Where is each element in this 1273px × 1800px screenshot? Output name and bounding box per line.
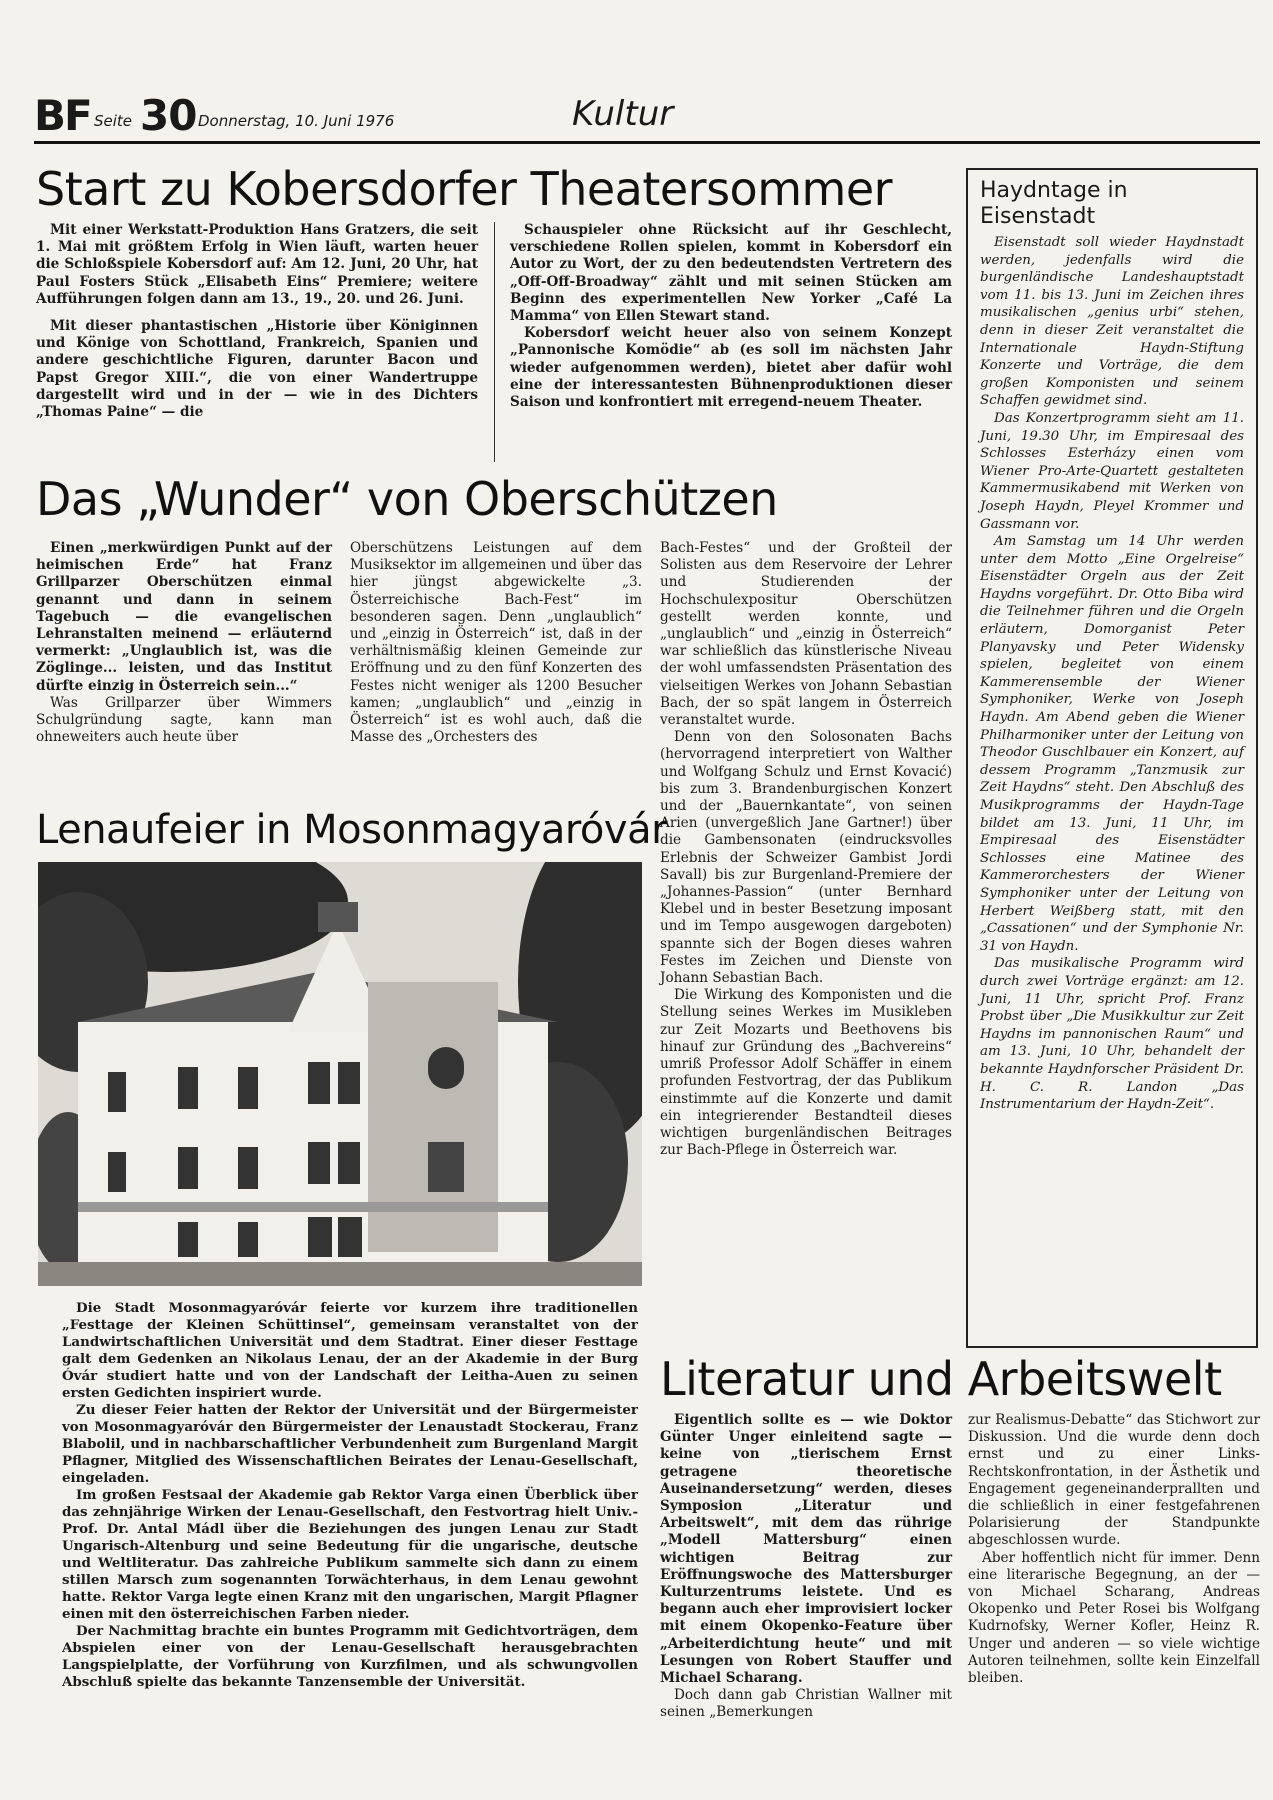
page-number: 30: [140, 91, 197, 140]
paragraph: Denn von den Solosonaten Bachs (hervorragend interpretiert von Walther und Wolfgang Schulz und Ernst Kovacić) bis zum 3. Brandenburgischen Konzert und der „Bauernkantate“, von seinen Arien (unvergeßlich Jane Gartner!) über die Gambensonaten (eindrucksvolles Erlebnis der Schweizer Gambist Jordi Savall) bis zur Burgenland-Premiere der „Johannes-Passion“ (unter Bernhard Klebel und in bester Besetzung imposant und im Tempo ausgewogen dargeboten) spannte sich der Bogen dieses wahren Festes im Zeichen und Dienste von Johann Sebastian Bach.: [660, 729, 952, 987]
column-divider: [494, 222, 495, 462]
literatur-headline: Literatur und Arbeitswelt: [660, 1352, 1222, 1406]
paragraph: Die Wirkung des Komponisten und die Stellung seines Werkes im Musikleben zur Zeit Mozarts und Beethovens bis hinauf zur Gründung des „Bachvereins“ umriß Professor Adolf Schäffer in einem profunden Festvortrag, der das Publikum einstimmte auf die Konzerte und damit ein integrierender Bestandteil dieses wichtigen burgenländischen Beitrages zur Bach-Pflege in Österreich war.: [660, 987, 952, 1159]
oberschuetzen-headline: Das „Wunder“ von Oberschützen: [36, 472, 778, 526]
paragraph: Oberschützens Leistungen auf dem Musiksektor im allgemeinen und über das hier jüngst abgewickelte „3. Österreichische Bach-Fest“ im besonderen sagen. Denn „unglaublich“ und „einzig in Österreich“ ist, daß in der verhältnismäßig kleinen Gemeinde zur Eröffnung und zu den fünf Konzerten des Festes nicht weniger als 1200 Besucher kamen; „unglaublich“ und „einzig in Österreich“ ist es wohl auch, daß die Masse des „Orchesters des: [350, 540, 642, 746]
paragraph: Das musikalische Programm wird durch zwei Vorträge ergänzt: am 12. Juni, 11 Uhr, spricht Prof. Franz Probst über „Die Musikkultur zur Zeit Haydns im pannonischen Raum“ und am 13. Juni, 10 Uhr, behandelt der bekannte Haydnforscher Präsident Dr. H. C. R. Landon „Das Instrumentarium der Haydn-Zeit“.: [980, 956, 1244, 1113]
building-photo-drawing: [38, 862, 642, 1286]
oberschuetzen-col3: [660, 540, 952, 1159]
theatersommer-headline: Start zu Kobersdorfer Theatersommer: [36, 162, 893, 216]
paragraph: Kobersdorf weicht heuer also von seinem Konzept „Pannonische Komödie“ ab (es soll im nächsten Jahr wieder aufgenommen werden), bietet aber dafür wohl eine der interessantesten Bühnenproduktionen dieser Saison und konfrontiert mit erregend-neuem Theater.: [510, 325, 952, 411]
issue-date: Donnerstag, 10. Juni 1976: [198, 112, 395, 130]
paragraph: Was Grillparzer über Wimmers Schulgründung sagte, kann man ohneweiters auch heute über: [36, 694, 332, 746]
paragraph: Schauspieler ohne Rücksicht auf ihr Geschlecht, verschiedene Rollen spielen, kommt in Kobersdorf ein Autor zu Wort, der zu den bedeutendsten Vertretern des „Off-Off-Broadway“ zählt und mit seinen Stücken am Beginn des experimentellen New Yorker „Café La Mamma“ von Ellen Stewart stand.: [510, 222, 952, 325]
oberschuetzen-col2: [350, 540, 642, 746]
paragraph: Doch dann gab Christian Wallner mit seinen „Bemerkungen: [660, 1687, 952, 1721]
page-label: Seite: [94, 112, 133, 130]
literatur-col1: [660, 1412, 952, 1722]
lenau-headline: Lenaufeier in Mosonmagyaróvár: [36, 807, 668, 853]
haydntage-box: [966, 168, 1258, 1348]
paragraph: Eigentlich sollte es — wie Doktor Günter Unger einleitend sagte — keine von „tierischem Ernst getragene theoretische Auseinandersetzung“ werden, dieses Symposion „Literatur und Arbeitswelt“, mit dem das rührige „Modell Mattersburg“ einen wichtigen Beitrag zur Eröffnungswoche des Mattersburger Kulturzentrums leistete. Und es begann auch eher improvisiert locker mit einem Okopenko-Feature über „Arbeiterdichtung heute“ und mit Lesungen von Robert Stauffer und Michael Scharang.: [660, 1412, 952, 1687]
oberschuetzen-col1: [36, 540, 332, 746]
literatur-col2: [968, 1412, 1260, 1687]
paragraph: zur Realismus-Debatte“ das Stichwort zur Diskussion. Und die wurde denn doch ernst und zu einer Links-Rechtskonfrontation, in der Ästhetik und Engagement gegeneinanderprallten und die schließlich in einer festgefahrenen Polarisierung der Standpunkte abgeschlossen wurde.: [968, 1412, 1260, 1549]
masthead-rule: [34, 141, 1260, 144]
newspaper-logo: BF: [34, 91, 91, 140]
paragraph: Der Nachmittag brachte ein buntes Programm mit Gedichtvorträgen, dem Abspielen einer von der Lenau-Gesellschaft herausgebrachten Langspielplatte, der Vorführung von Kurzfilmen, und als schwungvollen Abschluß spielte das bekannte Tanzensemble der Universität.: [62, 1623, 638, 1690]
haydntage-body: [980, 234, 1244, 1114]
lenau-body: [62, 1300, 638, 1691]
section-title: Kultur: [572, 94, 674, 134]
theatersommer-col2: [510, 222, 952, 411]
paragraph: Im großen Festsaal der Akademie gab Rektor Varga einen Überblick über das zehnjährige Wirken der Lenau-Gesellschaft, den Festvortrag hielt Univ.-Prof. Dr. Antal Mádl über die Beziehungen des jungen Lenau zur Stadt Ungarisch-Altenburg und seine Bedeutung für die ungarische, deutsche und Weltliteratur. Das zahlreiche Publikum sammelte sich dann zu einem stillen Marsch zum sogenannten Torwächterhaus, in dem Lenau gewohnt hatte. Rektor Varga legte einen Kranz mit den ungarischen, Margit Pflagner einen mit den österreichischen Farben nieder.: [62, 1487, 638, 1622]
haydntage-headline: Haydntage in Eisenstadt: [980, 178, 1128, 229]
paragraph: Das Konzertprogramm sieht am 11. Juni, 19.30 Uhr, im Empiresaal des Schlosses Esterházy einen vom Wiener Pro-Arte-Quartett gestalteten Kammermusikabend mit Werken von Joseph Haydn, Pleyel Krommer und Gassmann vor.: [980, 410, 1244, 532]
paragraph: Bach-Festes“ und der Großteil der Solisten aus dem Reservoire der Lehrer und Studierenden der Hochschulexpositur Oberschützen gestellt werden konnte, und „unglaublich“ und „einzig in Österreich“ war schließlich das künstlerische Niveau der wohl umfassendsten Präsentation des vielseitigen Werkes von Johann Sebastian Bach, der so spät langem in Österreich veranstaltet wurde.: [660, 540, 952, 729]
paragraph: Einen „merkwürdigen Punkt auf der heimischen Erde“ hat Franz Grillparzer Oberschützen einmal genannt und dann in seinem Tagebuch — die evangelischen Lehranstalten meinend — erläuternd vermerkt: „Unglaublich ist, was die Zöglinge... leisten, und das Institut dürfte einzig in Österreich sein...“: [36, 540, 332, 694]
masthead: [34, 92, 1260, 142]
paragraph: Eisenstadt soll wieder Haydnstadt werden, jedenfalls wird die burgenländische Landeshauptstadt vom 11. bis 13. Juni im Zeichen ihres musikalischen „genius urbi“ stehen, denn in dieser Zeit veranstaltet die Internationale Haydn-Stiftung Konzerte und Vorträge, die dem großen Komponisten und seinem Schaffen gewidmet sind.: [980, 235, 1244, 409]
theatersommer-col1: [36, 222, 478, 421]
paragraph: Zu dieser Feier hatten der Rektor der Universität und der Bürgermeister von Mosonmagyaróvár den Bürgermeister der Lenaustadt Stockerau, Franz Blabolil, und in nachbarschaftlicher Verbundenheit zum Burgenland Margit Pflagner, Mitglied des Wissenschaftlichen Beirates der Lenau-Gesellschaft, eingeladen.: [62, 1402, 638, 1486]
paragraph: Am Samstag um 14 Uhr werden unter dem Motto „Eine Orgelreise“ Eisenstädter Orgeln aus der Zeit Haydns vorgeführt. Dr. Otto Biba wird die Teilnehmer führen und die Orgeln erläutern, Domorganist Peter Planyavsky und Peter Widensky spielen, begleitet von einem Kammerensemble der Wiener Symphoniker, Werke von Joseph Haydn. Am Abend geben die Wiener Philharmoniker unter der Leitung von Theodor Guschlbauer ein Konzert, auf dessem Programm „Tanzmusik zur Zeit Haydns“ steht. Den Abschluß des Musikprogramms der Haydn-Tage bildet am 13. Juni, 11 Uhr, im Empiresaal des Eisenstädter Schlosses eine Matinee des Kammerorchesters der Wiener Symphoniker unter der Leitung von Herbert Weißberg statt, mit den „Cassationen“ und der Symphonie Nr. 31 von Haydn.: [980, 534, 1244, 954]
paragraph: Die Stadt Mosonmagyaróvár feierte vor kurzem ihre traditionellen „Festtage der Kleinen Schüttinsel“, gemeinsam veranstaltet von der Landwirtschaftlichen Universität und dem Stadtrat. Einer dieser Festtage galt dem Gedenken an Nikolaus Lenau, der an der Akademie in der Burg Óvár studiert hatte und von der Landschaft der Leitha-Auen zu seinen ersten Gedichten inspiriert wurde.: [62, 1300, 638, 1401]
paragraph: Mit dieser phantastischen „Historie über Königinnen und Könige von Schottland, Frankreich, Spanien und andere geschichtliche Figuren, darunter Bacon und Papst Gregor XIII.“, die von einer Wandertruppe dargestellt wird und in der — wie in des Dichters „Thomas Paine“ — die: [36, 318, 478, 421]
paragraph: Mit einer Werkstatt-Produktion Hans Gratzers, die seit 1. Mai mit größtem Erfolg in Wien läuft, warten heuer die Schloßspiele Kobersdorf auf: Am 12. Juni, 20 Uhr, hat Paul Fosters Stück „Elisabeth Eins“ Premiere; weitere Aufführungen folgen dann am 13., 19., 20. und 26. Juni.: [36, 222, 478, 307]
building-photo: [38, 862, 642, 1286]
paragraph: Aber hoffentlich nicht für immer. Denn eine literarische Begegnung, an der — von Michael Scharang, Andreas Okopenko und Peter Rosei bis Wolfgang Kudrnofsky, Werner Kofler, Heinz R. Unger und anderen — so viele wichtige Autoren teilnehmen, sollte kein Einzelfall bleiben.: [968, 1549, 1260, 1687]
